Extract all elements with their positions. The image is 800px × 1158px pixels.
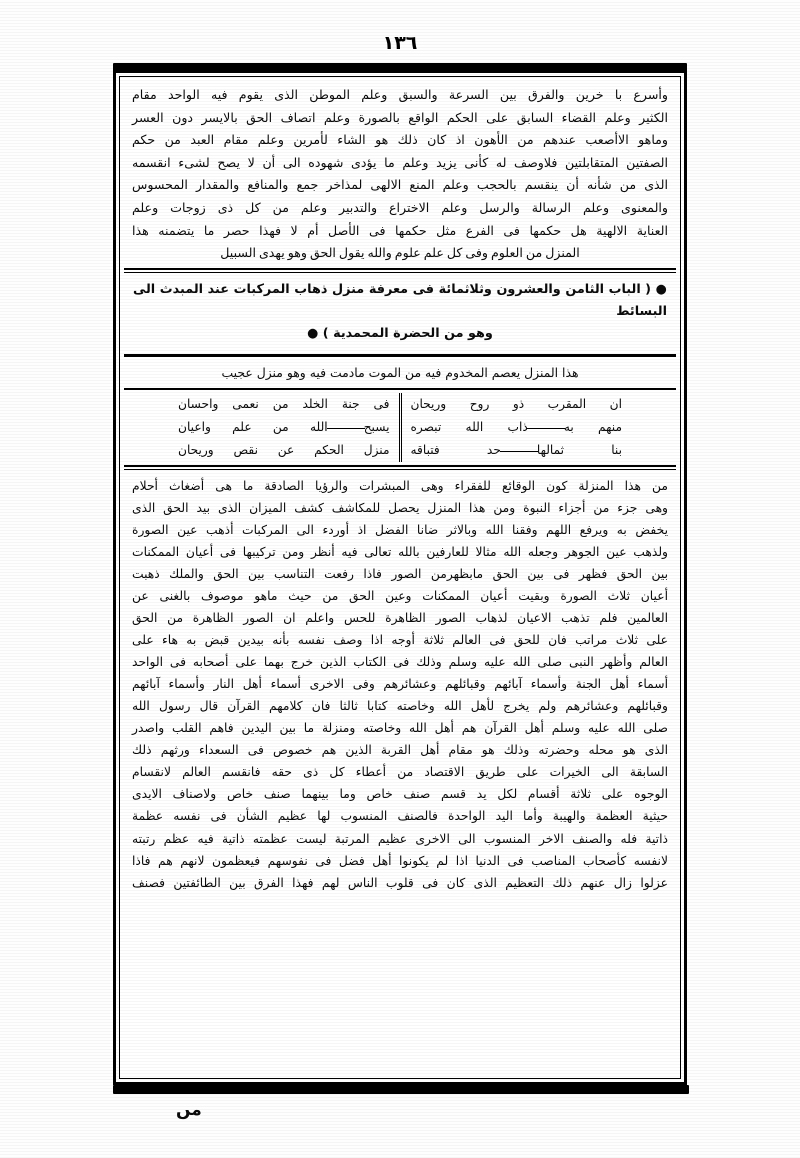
- table-row: [169, 416, 631, 439]
- body-line: من هذا المنزلة كون الوقائع للفقراء وهى المبشرات والرؤيا الصادقة ما هى أضغاث أحلام: [132, 478, 668, 493]
- body-line: السابقة الى الخيرات على طريق الاقتصاد من أعطاء كل ذى حقه فانقسم العالم لانقسام: [132, 765, 668, 780]
- body-text-block: [132, 475, 668, 894]
- verse-cell-right: [400, 439, 631, 462]
- table-row: [169, 439, 631, 462]
- chapter-heading-text-1: ( الباب الثامن والعشرون وثلاثمائة فى معرفة منزل ذهاب المركبات عند المبدث الى البسائط: [133, 281, 667, 319]
- verse-cell-left: [169, 416, 400, 439]
- verse-part-b: الله من علم واعيان: [178, 419, 328, 434]
- verse-part-b: ذاب الله تبصره: [410, 419, 528, 434]
- table-row: [169, 393, 631, 416]
- body-line: عزلوا زال عنهم ذلك التعظيم الذى كان فى قلوب الناس لهم فهذا الفرق بين الطائفتين فصنف: [132, 875, 668, 890]
- body-line: أسماء أهل الجنة وأسماء آبائهم وقبائلهم وعشائرهم وفى الاخرى أسماء أهل النار وأسماء آبائهم: [132, 677, 668, 692]
- body-line: لانفسه كأصحاب المناصب فى الدنيا اذا لم يكونوا أهل فضل فى نفوسهم فيعظمون لانهم هم فاذا: [132, 853, 668, 868]
- top-line: الصفتين المتقابلتين فلاوصف له كأنى يزيد وعلم ما يؤدى شهوده الى أن لا يصح لشىء انقسمه: [132, 154, 668, 170]
- folio-number: ١٣٦: [382, 32, 418, 54]
- body-line: العالمين فلم تذهب الاعيان لذهاب الصور الظاهرة للحس واعلم ان الصور الظاهرة من الحق: [132, 611, 668, 626]
- frame-bottom-ink-slab: [113, 1085, 689, 1094]
- verse-table-wrapper: [123, 390, 677, 465]
- top-line: العناية الالهية هل حكمها فى الفرع مثل حكمها فى الأصل أم لا فهذا حصر ما يتضمنه هذا: [132, 222, 668, 238]
- body-line: ذاتية فله والصنف الاخر المنسوب الى الاخرى عظيم المرتبة ليست عظمته ذاتية فيه عظم رتبته: [132, 831, 668, 846]
- chapter-heading: [123, 273, 677, 352]
- catchword: مں: [176, 1100, 202, 1120]
- body-line: الذى هو محله وحضرته وذلك هو مقام أهل القربة الذين هم خصوص فى السعداء ورثهم ذلك: [132, 743, 668, 758]
- body-line: صلى الله عليه وسلم أهل القرآن هم أهل الله وخاصته ومنزلة ما بين اليدين فاهم القلب واصدر: [132, 721, 668, 736]
- chapter-intro-note: هذا المنزل يعصم المخدوم فيه من الموت مادمت فيه وهو منزل عجيب: [221, 364, 579, 380]
- verse-cell-right: ان المقرب ذو روح وريحان: [400, 393, 631, 416]
- top-line: والمعنوى وعلم الرسالة والرسل وعلم الاختراع والتدبير وعلم من كل ذى زوجات وعلم: [132, 199, 668, 215]
- kashida-stretch: [500, 442, 538, 452]
- body-line: الوجوه على ثلاثة أقسام لكل يد قسم صنف خاص وما بينهما صنف خاص ولاصناف الايدى: [132, 787, 668, 802]
- body-line: وهى جزء من أجزاء النبوة ومن هذا المنزل يحصل للمكاشف كشف الميزان الذى بيد الحق الذى: [132, 500, 668, 515]
- body-line: وقبائلهم وعشائرهم ولم يخرج لأهل الله وخاصته كتابا ثالثا فان كلامهم القرآن قال رسول الله: [132, 699, 668, 714]
- verse-part-b: حد فتباقه: [410, 442, 501, 457]
- top-text-block: [132, 84, 668, 265]
- verse-table: [169, 393, 631, 462]
- verse-cell-right: [400, 416, 631, 439]
- chapter-body-text: [123, 470, 677, 1075]
- top-line: المنزل من العلوم وفى كل علم علوم والله يقول الحق وهو يهدى السبيل: [220, 245, 580, 261]
- verse-part-a: منهم به: [563, 419, 622, 434]
- verse-part-a: بنا ثمالها: [536, 442, 623, 457]
- divider-rule: [124, 268, 676, 270]
- heading-bullet-icon: ●: [307, 325, 319, 341]
- frame-inner: [123, 80, 677, 1075]
- top-line: الذى من شأنه أن ينقسم بالحجب وعلم المنع الالهى لمذاخر جمع والمنافع والمقدار المحسوس: [132, 177, 668, 193]
- verse-cell-left: منزل الحكم عن نقص وريحان: [178, 442, 390, 457]
- chapter-heading-line-1: [133, 279, 667, 323]
- body-line: حيثية العظمة والهيبة وأما اليد الواحدة فالصنف المنسوب لها عظيم الشأن فى نفسه عظمة: [132, 809, 668, 824]
- verse-part-a: يسبح: [363, 419, 390, 434]
- kashida-stretch: [527, 419, 565, 429]
- chapter-heading-text-2: وهو من الحضرة المحمدية ): [322, 325, 493, 341]
- divider-rule: [124, 465, 676, 467]
- top-line: وماهو الاأصعب عندهم من الأهون اذ كان ذلك هو الشاء لأمرين وعلم مقام العبد من حكم: [132, 132, 668, 148]
- kashida-stretch: [327, 419, 365, 429]
- text-frame: [113, 70, 687, 1085]
- body-line: أعيان ثلاث الصورة وبقيت أعيان الممكنات وعين الحق من حيث ماهو موصوف بالغنى عن: [132, 588, 668, 603]
- body-line: ولذهب عين الجوهر وجعله الله مثالا للعارفين بالله تعالى فيه أنظر ومن تركيبها فى أعيان الممكنات: [132, 544, 668, 559]
- chapter-heading-line-2: [133, 323, 667, 345]
- body-line: على ثلاث مراتب فان للحق فى العالم ثلاثة أوجه اذا وصف نفسه بأنه بيدين قبض به هاء على: [132, 633, 668, 648]
- body-line: بين الحق فظهر فى بين الحق مابظهرمن الصور فاذا رفعت التناسب بين الحق والملك ذهبت: [132, 566, 668, 581]
- heading-bullet-icon: ●: [655, 281, 667, 297]
- verse-cell-left: فى جنة الخلد من نعمى واحسان: [178, 396, 390, 411]
- top-line: وأسرع با خرين والفرق بين السرعة والسبق وعلم الموطن الذى يقوم فيه الواحد مقام: [132, 87, 668, 102]
- body-line: يخفض به ويرفع اللهم وفقنا الله وبالاثر ضانا الفضل اذ أوردء الى المركبات أذهب عين الصورة: [132, 522, 668, 537]
- body-line: العالم وأظهر النبى صلى الله عليه وسلم وذلك فى الكتاب الذين خرج بهما على أصحابه فى الواحد: [132, 655, 668, 670]
- top-line: الكثير وعلم القضاء السابق على الحكم الواقع بالصورة وعلم اتصاف الحق بالايسر دون العسر: [132, 109, 668, 125]
- section-continuation-text: [123, 80, 677, 268]
